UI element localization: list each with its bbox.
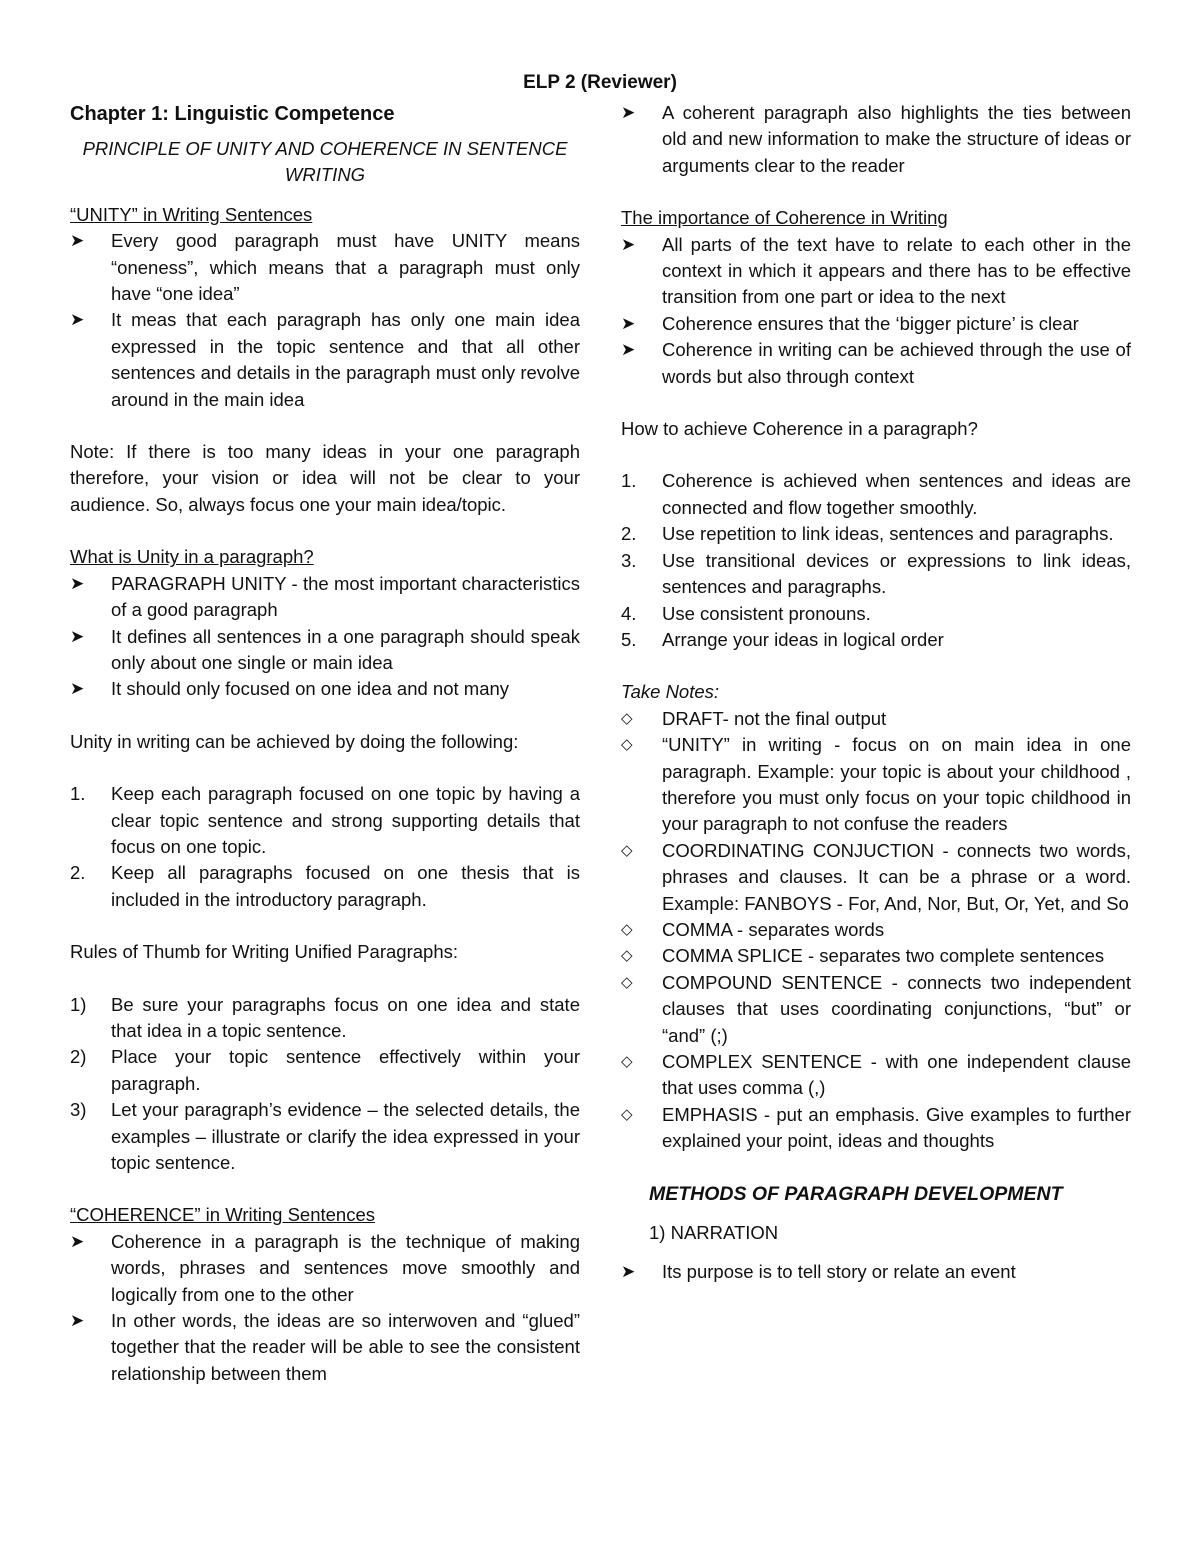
arrowhead-bullet-icon: ➤: [70, 1231, 85, 1251]
list-item: ➤ A coherent paragraph also highlights the ties between old and new information to make the structure of ideas or arguments clear to the reader: [621, 102, 1131, 176]
what-is-unity-heading: What is Unity in a paragraph?: [70, 546, 314, 568]
rules-heading: Rules of Thumb for Writing Unified Paragraphs:: [70, 941, 458, 963]
list-item: ◇ COMMA SPLICE - separates two complete sentences: [621, 943, 1131, 969]
arrowhead-bullet-icon: ➤: [621, 1262, 636, 1282]
coherence-heading: “COHERENCE” in Writing Sentences: [70, 1204, 375, 1226]
list-item: ➤ Coherence in a paragraph is the technique of making words, phrases and sentences move smoothly and logically from one to the other: [70, 1230, 580, 1305]
left-column: [70, 100, 580, 1387]
list-item: ➤ In other words, the ideas are so interwoven and “glued” together that the reader will be able to see the consistent relationship between them: [70, 1310, 580, 1384]
right-column: [621, 100, 1131, 1286]
list-item: 2. Use repetition to link ideas, sentences and paragraphs.: [621, 523, 1114, 545]
narration-heading: 1) NARRATION: [649, 1222, 779, 1244]
arrowhead-bullet-icon: ➤: [621, 234, 636, 254]
note-paragraph: Note: If there is too many ideas in your one paragraph therefore, your vision or idea will not be clear to your audience. So, always focus one your main idea/topic.: [70, 441, 580, 515]
list-item: ◇ COORDINATING CONJUCTION - connects two words, phrases and clauses. It can be a phrase or a word. Example: FANBOYS - For, And, Nor, But, Or, Yet, and So: [621, 839, 1131, 914]
how-heading: How to achieve Coherence in a paragraph?: [621, 418, 978, 440]
arrowhead-bullet-icon: ➤: [70, 310, 85, 330]
list-item: ➤ Its purpose is to tell story or relate an event: [621, 1259, 1131, 1285]
diamond-bullet-icon: ◇: [621, 736, 633, 754]
list-item: ➤ It defines all sentences in a one paragraph should speak only about one single or main idea: [70, 625, 580, 673]
list-item: ◇ COMPOUND SENTENCE - connects two independent clauses that uses coordinating conjunctions, “but” or “and” (;): [621, 971, 1131, 1046]
narration-list: [621, 1259, 1131, 1285]
list-item: ➤ Coherence ensures that the ‘bigger picture’ is clear: [621, 311, 1131, 337]
list-item: 3. Use transitional devices or expressions to link ideas, sentences and paragraphs.: [621, 549, 1131, 598]
coherence-continued-list: [621, 100, 1131, 179]
list-item: ➤ It should only focused on one idea and not many: [70, 676, 580, 702]
importance-heading: The importance of Coherence in Writing: [621, 207, 948, 229]
arrowhead-bullet-icon: ➤: [621, 313, 636, 333]
list-item: ◇ EMPHASIS - put an emphasis. Give examples to further explained your point, ideas and thoughts: [621, 1103, 1131, 1152]
take-notes-list: [621, 706, 1131, 1155]
importance-list: [621, 232, 1131, 390]
achieve-unity-intro: Unity in writing can be achieved by doing the following:: [70, 730, 519, 752]
what-is-unity-list: [70, 571, 580, 703]
unity-heading: “UNITY” in Writing Sentences: [70, 203, 313, 225]
list-item: ◇ DRAFT- not the final output: [621, 706, 1131, 732]
list-item: 5. Arrange your ideas in logical order: [621, 628, 944, 650]
list-item: ➤ All parts of the text have to relate to each other in the context in which it appears and there has to be effective transition from one part or idea to the next: [621, 233, 1131, 308]
diamond-bullet-icon: ◇: [621, 947, 633, 965]
arrowhead-bullet-icon: ➤: [621, 103, 636, 122]
arrowhead-bullet-icon: ➤: [70, 626, 85, 646]
list-item: ➤ Coherence in writing can be achieved through the use of words but also through context: [621, 339, 1131, 387]
list-item: 1. Coherence is achieved when sentences and ideas are connected and flow together smoothly.: [621, 470, 1131, 518]
list-item: ➤ Every good paragraph must have UNITY means “oneness”, which means that a paragraph must only have “one idea”: [70, 230, 580, 305]
page-title: ELP 2 (Reviewer): [523, 72, 677, 93]
arrowhead-bullet-icon: ➤: [70, 679, 85, 699]
diamond-bullet-icon: ◇: [621, 1105, 633, 1123]
list-item: 1) Be sure your paragraphs focus on one idea and state that idea in a topic sentence.: [70, 993, 580, 1041]
unity-list: [70, 228, 580, 413]
arrowhead-bullet-icon: ➤: [70, 231, 85, 251]
arrowhead-bullet-icon: ➤: [621, 340, 636, 360]
achieve-unity-list: [70, 781, 580, 913]
principle-title: PRINCIPLE OF UNITY AND COHERENCE IN SENTENCE WRITING: [82, 138, 568, 186]
diamond-bullet-icon: ◇: [621, 920, 633, 938]
list-item: 2. Keep all paragraphs focused on one thesis that is included in the introductory paragraph.: [70, 862, 580, 910]
arrowhead-bullet-icon: ➤: [70, 573, 85, 593]
take-notes-heading: Take Notes:: [621, 681, 720, 703]
methods-heading: METHODS OF PARAGRAPH DEVELOPMENT: [649, 1182, 1063, 1205]
list-item: ◇ “UNITY” in writing - focus on on main idea in one paragraph. Example: your topic is about your childhood , therefore you must only focus on your topic childhood in your paragraph to not confuse the readers: [621, 734, 1131, 835]
list-item: 3) Let your paragraph’s evidence – the selected details, the examples – illustrate or clarify the idea expressed in your topic sentence.: [70, 1099, 580, 1173]
diamond-bullet-icon: ◇: [621, 709, 633, 727]
diamond-bullet-icon: ◇: [621, 1053, 633, 1070]
chapter-heading: Chapter 1: Linguistic Competence: [70, 103, 395, 125]
list-item: 4. Use consistent pronouns.: [621, 602, 871, 624]
arrowhead-bullet-icon: ➤: [70, 1311, 85, 1331]
rules-list: [70, 992, 580, 1177]
list-item: 2) Place your topic sentence effectively within your paragraph.: [70, 1046, 580, 1094]
diamond-bullet-icon: ◇: [621, 841, 633, 859]
list-item: ◇ COMPLEX SENTENCE - with one independent clause that uses comma (,): [621, 1051, 1131, 1099]
how-list: [621, 468, 1131, 653]
coherence-list: [70, 1229, 580, 1387]
list-item: ➤ It meas that each paragraph has only one main idea expressed in the topic sentence and that all other sentences and details in the paragraph must only revolve around in the main idea: [70, 309, 580, 410]
list-item: 1. Keep each paragraph focused on one topic by having a clear topic sentence and strong supporting details that focus on one topic.: [70, 783, 580, 857]
list-item: ◇ COMMA - separates words: [621, 917, 1131, 943]
list-item: ➤ PARAGRAPH UNITY - the most important characteristics of a good paragraph: [70, 572, 580, 621]
diamond-bullet-icon: ◇: [621, 973, 633, 991]
